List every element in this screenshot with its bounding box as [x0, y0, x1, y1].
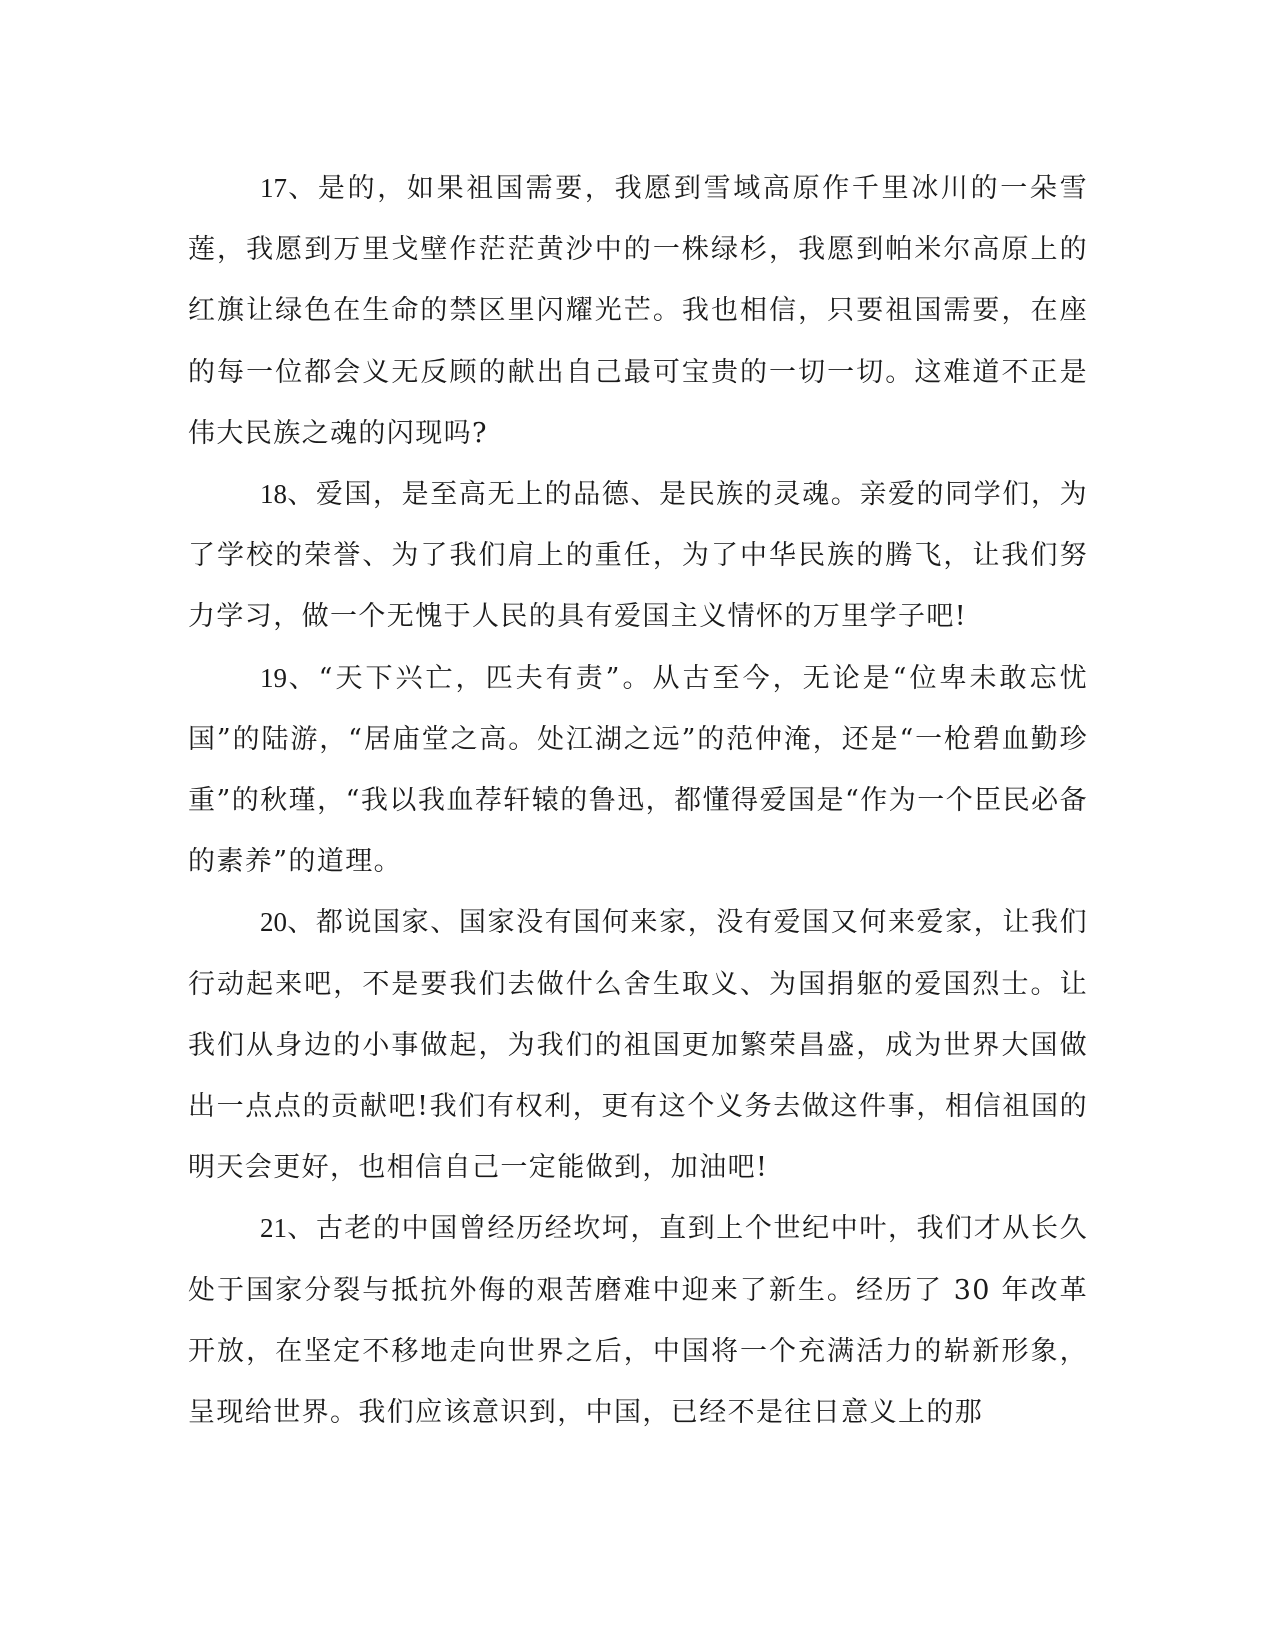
paragraph-21 — [188, 1198, 1088, 1443]
paragraph-number: 19 — [260, 662, 287, 693]
paragraph-number: 17 — [260, 173, 287, 203]
paragraph-17 — [188, 158, 1088, 464]
paragraph-18 — [188, 464, 1088, 648]
paragraph-number: 18 — [260, 479, 287, 510]
paragraph-number: 21 — [260, 1213, 287, 1244]
paragraph-text: 、古老的中国曾经历经坎坷，直到上个世纪中叶，我们才从长久处于国家分裂与抵抗外侮的艰苦磨难中迎来了新生。经历了 30 年改革开放，在坚定不移地走向世界之后，中国将一个充满活力的崭新形象，呈现给世界。我们应该意识到，中国，已经不是往日意义上的那 — [188, 1213, 1088, 1429]
paragraph-text: 、爱国，是至高无上的品德、是民族的灵魂。亲爱的同学们，为了学校的荣誉、为了我们肩上的重任，为了中华民族的腾飞，让我们努力学习，做一个无愧于人民的具有爱国主义情怀的万里学子吧! — [188, 479, 1088, 633]
document-body — [188, 158, 1088, 1443]
paragraph-text: 、是的，如果祖国需要，我愿到雪域高原作千里冰川的一朵雪莲，我愿到万里戈壁作茫茫黄沙中的一株绿杉，我愿到帕米尔高原上的红旗让绿色在生命的禁区里闪耀光芒。我也相信，只要祖国需要，在座的每一位都会义无反顾的献出自己最可宝贵的一切一切。这难道不正是伟大民族之魂的闪现吗? — [188, 173, 1088, 449]
paragraph-number: 20 — [260, 907, 287, 938]
paragraph-text: 、“天下兴亡，匹夫有责”。从古至今，无论是“位卑未敢忘忧国”的陆游，“居庙堂之高。处江湖之远”的范仲淹，还是“一枪碧血勤珍重”的秋瑾，“我以我血荐轩辕的鲁迅，都懂得爱国是“作为一个臣民必备的素养”的道理。 — [188, 662, 1088, 878]
paragraph-text: 、都说国家、国家没有国何来家，没有爱国又何来爱家，让我们行动起来吧，不是要我们去做什么舍生取义、为国捐躯的爱国烈士。让我们从身边的小事做起，为我们的祖国更加繁荣昌盛，成为世界大国做出一点点的贡献吧!我们有权利，更有这个义务去做这件事，相信祖国的明天会更好，也相信自己一定能做到，加油吧! — [188, 907, 1088, 1184]
paragraph-20 — [188, 892, 1088, 1198]
paragraph-19 — [188, 648, 1088, 893]
